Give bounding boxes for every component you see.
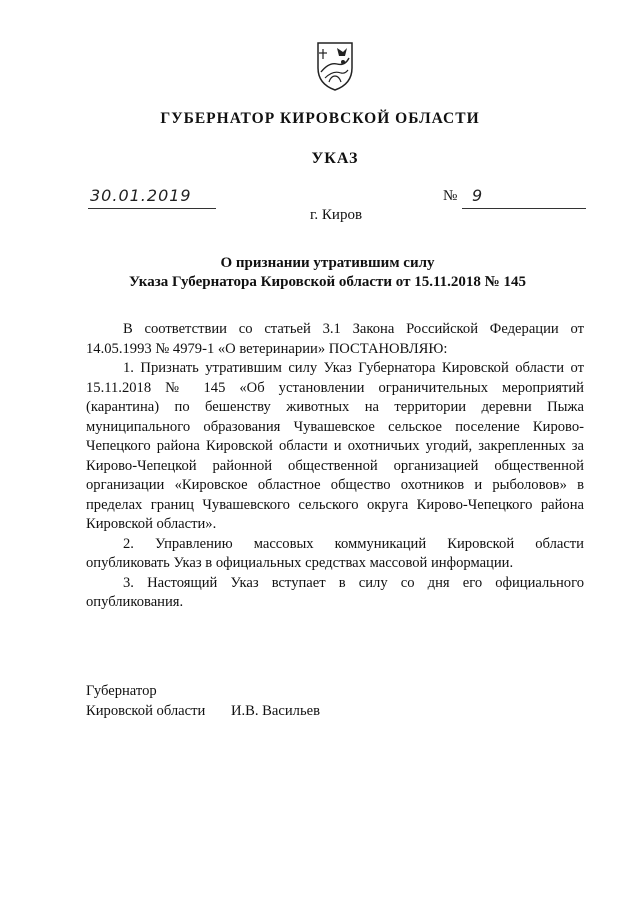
body-item-1: 1. Признать утратившим силу Указ Губернатора Кировской области от 15.11.2018 № 145 «Об установлении ограничительных мероприятий (карантина) по бешенству животных на территории деревни Пыжа муниципального образования Чувашевское сельское поселение Кирово-Чепецкого района Кировской области и охотничьих угодий, закрепленных за Кирово-Чепецкой районной общественной организацией общественной организации «Кировское областное общество охотников и рыболовов» в пределах границ Чувашевского сельского округа Кирово-Чепецкого района Кировской области». — [86, 360, 584, 532]
kirov-coat-of-arms-emblem — [315, 40, 355, 92]
subject-line-1: О признании утратившим силу — [220, 255, 435, 271]
signer-name: И.В. Васильев — [230, 702, 320, 719]
signature-block — [86, 682, 320, 721]
signer-row — [86, 702, 320, 722]
date-field — [88, 188, 216, 209]
number-label: № — [443, 188, 458, 204]
signer-position-line-2: Кировской области — [86, 702, 206, 719]
signer-position-line-1: Губернатор — [86, 683, 157, 699]
issuer-title: ГУБЕРНАТОР КИРОВСКОЙ ОБЛАСТИ — [160, 110, 480, 127]
document-subject — [0, 254, 640, 292]
body-item-2: 2. Управлению массовых коммуникаций Кировской области опубликовать Указ в официальных средствах массовой информации. — [86, 535, 584, 571]
handwritten-date: 30.01.2019 — [90, 186, 192, 205]
body-intro: В соответствии со статьей 3.1 Закона Российской Федерации от 14.05.1993 № 4979-1 «О ветеринарии» ПОСТАНОВЛЯЮ: — [86, 321, 584, 357]
subject-line-2: Указа Губернатора Кировской области от 15.11.2018 № 145 — [129, 274, 526, 290]
handwritten-number: 9 — [472, 186, 483, 205]
number-field — [462, 188, 586, 209]
document-type: УКАЗ — [311, 150, 359, 167]
city: г. Киров — [309, 207, 363, 223]
document-body — [86, 320, 584, 613]
body-item-3: 3. Настоящий Указ вступает в силу со дня его официального опубликования. — [86, 574, 584, 610]
